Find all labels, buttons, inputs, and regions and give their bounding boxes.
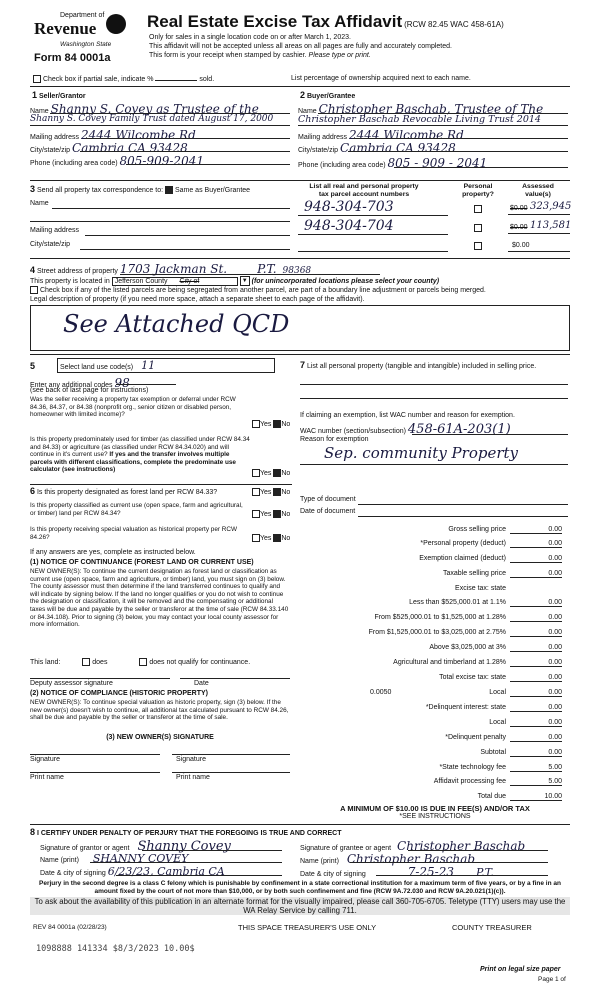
- personal-property-deduct[interactable]: 0.00: [510, 540, 562, 548]
- current-use-yes-checkbox[interactable]: [252, 510, 260, 518]
- calc-row: From $1,525,000.01 to $3,025,000 at 2.75% 0.00: [368, 629, 562, 636]
- parcel-row-2: 948-304-704 $0.00 113,581: [298, 218, 570, 236]
- segregated-checkbox[interactable]: [30, 286, 38, 294]
- street-address[interactable]: 1703 Jackman St.: [119, 262, 228, 276]
- street-section: 4 Street address of property 1703 Jackman St. P.T. 98368 This property is located in Jefferson County City of ▼ (for unincorporated locations please select your county) Check box if any of the listed parcels are being segregated from another parcel, are part of a boundary line adjustment or parcels being merged. Legal description of property (if you need more space, attach a separate sheet to each page of the affidavit). See Attached QCD: [30, 262, 570, 352]
- note-1: Only for sales in a single location code on or after March 1, 2023.: [149, 34, 351, 41]
- agency-name: Revenue: [34, 19, 97, 38]
- seller-section: 1 Seller/Grantor Name Shanny S. Covey as Trustee of the Shanny S. Covey Family Trust dated August 17, 2000 Mailing address 2444 Wilcombe Rd City/state/zip Cambria CA 93428 Phone (including area code) 805-909-2041: [30, 90, 292, 170]
- same-as-buyer-checkbox[interactable]: [165, 186, 173, 194]
- correspondence-section: 3 Send all property tax correspondence to: Same as Buyer/Grantee Name Mailing address City/state/zip: [30, 184, 292, 250]
- parcel-row-1: 948-304-703 $0.00 323,945: [298, 199, 570, 217]
- grantee-signature[interactable]: Christopher Baschab: [397, 839, 526, 853]
- logo-mark-icon: [106, 14, 126, 34]
- calc-row: Total excise tax: state 0.00: [439, 674, 562, 681]
- does-checkbox[interactable]: [82, 658, 90, 666]
- legal-size-note: Print on legal size paper: [480, 966, 561, 973]
- parcels-section: List all real and personal property tax parcel account numbers Personal property? Assessed value(s) 948-304-703 $0.00 323,945 948-304-704 $0.00 113,581 $0.00: [298, 183, 570, 257]
- seller-city[interactable]: Cambria CA 93428: [72, 141, 188, 155]
- perjury-notice: Perjury in the second degree is a class C felony which is punishable by confinement in a state correctional institution for a maximum term of five years, or by a fine in an amount fixed by the court of not more than $10,000, or by both such confinement and fine (RCW 9A.72.030 and RCW 9A.20.021(1)(c)).: [39, 880, 561, 895]
- total-due: 10.00: [510, 793, 562, 801]
- land-use-section: 5 Select land use code(s) 11 Enter any additional codes 98 (see back of last page for instructions) Was the seller receiving a property tax exemption or deferral under RCW 84.36, 84.37, or 84.38 (nonprofit org., senior citizen or disabled person, homeowner with limited income)? Yes No Is this property predominately used for timber (as classified under RCW 84.34 and 84.33) or agriculture (as classified under RCW 84.34.020) and will continue in it's current use? If yes and the transfer involves multiple parcels with different classifications, complete the predominate use calculator (see instructions) Yes No: [30, 359, 291, 477]
- calc-row: Affidavit processing fee 5.00: [433, 778, 562, 785]
- exemption-reason[interactable]: Sep. community Property: [324, 444, 519, 462]
- parcel-row-3: $0.00: [298, 237, 570, 255]
- calc-row: Less than $525,000.01 at 1.1% 0.00: [409, 599, 562, 606]
- minimum-note: A MINIMUM OF $10.00 IS DUE IN FEE(S) AND/OR TAX: [340, 804, 530, 813]
- does-not-checkbox[interactable]: [139, 658, 147, 666]
- personal-property-section: 7 List all personal property (tangible and intangible) included in selling price. If claiming an exemption, list WAC number and reason for exemption. WAC number (section/subsection) 458-61A-203(1) Reason for exemption Sep. community Property: [300, 360, 570, 490]
- calc-row: *Personal property (deduct) 0.00: [420, 540, 562, 547]
- note-2: This affidavit will not be accepted unless all areas on all pages are fully and accurately completed.: [149, 43, 452, 50]
- rev-number: REV 84 0001a (02/28/23): [33, 924, 107, 931]
- title-text: Real Estate Excise Tax Affidavit: [147, 12, 403, 31]
- partial-sale-checkbox[interactable]: [33, 75, 41, 83]
- seller-name-line1[interactable]: Shanny S. Covey as Trustee of the: [50, 102, 259, 116]
- land-use-select[interactable]: Select land use code(s) 11: [57, 358, 275, 373]
- gross-selling-price[interactable]: 0.00: [510, 526, 562, 534]
- parcel-number[interactable]: 948-304-703: [304, 199, 394, 215]
- county-select[interactable]: Jefferson County City of: [112, 277, 238, 286]
- seller-mailing[interactable]: 2444 Wilcombe Rd: [80, 128, 196, 142]
- calc-row: Excise tax: state: [455, 585, 506, 592]
- buyer-name-line2[interactable]: Christopher Baschab Revocable Living Trust 2014: [298, 114, 541, 125]
- see-instructions: *SEE INSTRUCTIONS: [399, 813, 471, 820]
- q2-yes-checkbox[interactable]: [252, 469, 260, 477]
- grantee-date[interactable]: 7-25-23: [407, 865, 455, 879]
- agency-line1: Department of: [60, 12, 105, 19]
- partial-sale-row: Check box if partial sale, indicate % sold. List percentage of ownership acquired next to each name.: [33, 75, 573, 83]
- seller-phone[interactable]: 805-909-2041: [119, 154, 204, 168]
- treasurer-use: THIS SPACE TREASURER'S USE ONLY: [238, 923, 377, 932]
- cashier-stamp: 1098888 141334 $8/3/2023 10.00$: [36, 944, 195, 954]
- form-title: [147, 12, 504, 32]
- exemption-deduct[interactable]: 0.00: [510, 555, 562, 563]
- grantee-name[interactable]: Christopher Baschab: [346, 852, 476, 866]
- calc-row: Exemption claimed (deduct) 0.00: [419, 555, 562, 562]
- calc-row: 0.0050 Local 0.00: [370, 689, 562, 696]
- legal-description-box[interactable]: [30, 305, 570, 351]
- historic-yes-checkbox[interactable]: [252, 534, 260, 542]
- forest-section: 6 Is this property designated as forest land per RCW 84.33? Yes No Is this property classified as current use (open space, farm and agricultural, or timber) land per RCW 84.34? Yes No Is this property receiving special valuation as historical property per RCW 84.26? Yes No If any answers are yes, complete as instructed below. (1) NOTICE OF CONTINUANCE (FOREST LAND OR CURRENT USE) NEW OWNER(S): To continue the current designation as forest land or classification as current use (open space, farm and agriculture, or timber) land, you must sign on (3) below. The county assessor must then determine if the land transferred continues to qualify and will indicate by signing below. If the land no longer qualifies or you do not wish to continue the designation or classification, it will be removed and the compensating or additional taxes will be due and payable by the seller or transferor at the time of sale (RCW 84.33.140 or 84.34.108). Prior to signing (3) below, you may contact your local county assessor for more information. This land: does does not qualify for continuance. Deputy assessor signature Date (2) NOTICE OF COMPLIANCE (HISTORIC PROPERTY) NEW OWNER(S): To continue special valuation as historic property, sign (3) below. If the new owner(s) doesn't wish to continue, all additional tax calculated pursuant to RCW 84.26, shall be due and payable by the seller or transferor at the time of sale. (3) NEW OWNER(S) SIGNATURE Signature Signature Print name Print name: [30, 486, 291, 781]
- buyer-name-line1[interactable]: Christopher Baschab, Trustee of The: [318, 102, 544, 116]
- buyer-mailing[interactable]: 2444 Wilcombe Rd: [348, 128, 464, 142]
- title-citation: (RCW 82.45 WAC 458-61A): [404, 20, 504, 29]
- grantor-signature[interactable]: Shanny Covey: [137, 839, 231, 854]
- seller-name-line2[interactable]: Shanny S. Covey Family Trust dated August 17, 2000: [30, 114, 274, 124]
- calc-row: Local 0.00: [489, 719, 562, 726]
- calc-row: *State technology fee 5.00: [439, 764, 562, 771]
- taxable-selling-price: 0.00: [510, 570, 562, 578]
- dropdown-arrow-icon[interactable]: ▼: [240, 276, 250, 286]
- parcel-number[interactable]: 948-304-704: [304, 218, 394, 234]
- alt-format-notice: To ask about the availability of this publication in an alternate format for the visually impaired, please call 360-705-6705. Teletype (TTY) users may use the WA Relay Service by calling 711.: [30, 897, 570, 915]
- additional-codes[interactable]: 98: [114, 376, 130, 390]
- calc-row: *Delinquent interest: state 0.00: [425, 704, 562, 711]
- assessed-value[interactable]: 323,945: [530, 201, 572, 212]
- agency-line2: Washington State: [60, 41, 112, 48]
- revenue-logo: [30, 10, 130, 68]
- personal-property-checkbox[interactable]: [474, 205, 482, 213]
- calc-row: Subtotal 0.00: [480, 749, 562, 756]
- page-number: Page 1 of: [538, 976, 566, 983]
- personal-property-checkbox[interactable]: [474, 224, 482, 232]
- calc-row: From $525,000.01 to $1,525,000 at 1.28% 0.00: [374, 614, 562, 621]
- local-rate: 0.0050: [370, 689, 392, 696]
- note-3: This form is your receipt when stamped by cashier. Please type or print.: [149, 52, 371, 59]
- calc-row: Taxable selling price 0.00: [442, 570, 562, 577]
- form-number: Form 84 0001a: [34, 52, 111, 64]
- buyer-phone[interactable]: 805 - 909 - 2041: [387, 156, 488, 170]
- buyer-section: 2 Buyer/Grantee Name Christopher Baschab, Trustee of The Christopher Baschab Revocable Living Trust 2014 Mailing address 2444 Wilcombe Rd City/state/zip Cambria CA 93428 Phone (including area code) 805 - 909 - 2041: [298, 90, 570, 176]
- forest-yes-checkbox[interactable]: [252, 488, 260, 496]
- wac-number[interactable]: 458-61A-203(1): [407, 422, 511, 437]
- header-notes: [149, 33, 452, 60]
- assessed-value[interactable]: 113,581: [530, 220, 572, 231]
- grantor-name[interactable]: SHANNY COVEY: [92, 852, 189, 865]
- calc-row: Agricultural and timberland at 1.28% 0.00: [393, 659, 562, 666]
- calc-row: Total due 10.00: [477, 793, 562, 800]
- calc-row: Gross selling price 0.00: [448, 526, 562, 533]
- buyer-city[interactable]: Cambria CA 93428: [340, 141, 456, 155]
- personal-property-checkbox[interactable]: [474, 242, 482, 250]
- q1-yes-checkbox[interactable]: [252, 420, 260, 428]
- county-treasurer: COUNTY TREASURER: [452, 923, 532, 932]
- calc-row: *Delinquent penalty 0.00: [445, 734, 562, 741]
- calc-row: Above $3,025,000 at 3% 0.00: [429, 644, 562, 651]
- legal-description: See Attached QCD: [63, 310, 290, 338]
- document-info: Type of document Date of document: [300, 496, 570, 520]
- certify-section: 8 I CERTIFY UNDER PENALTY OF PERJURY THAT THE FOREGOING IS TRUE AND CORRECT Signature of grantor or agent Shanny Covey Name (print) SHANNY COVEY Date & city of signing 6/23/23, Cambria CA Signature of grantee or agent Christopher Baschab Name (print) Christopher Baschab Date & city of signing 7-25-23 P.T.: [30, 827, 570, 877]
- grantor-date-city[interactable]: 6/23/23, Cambria CA: [107, 865, 225, 878]
